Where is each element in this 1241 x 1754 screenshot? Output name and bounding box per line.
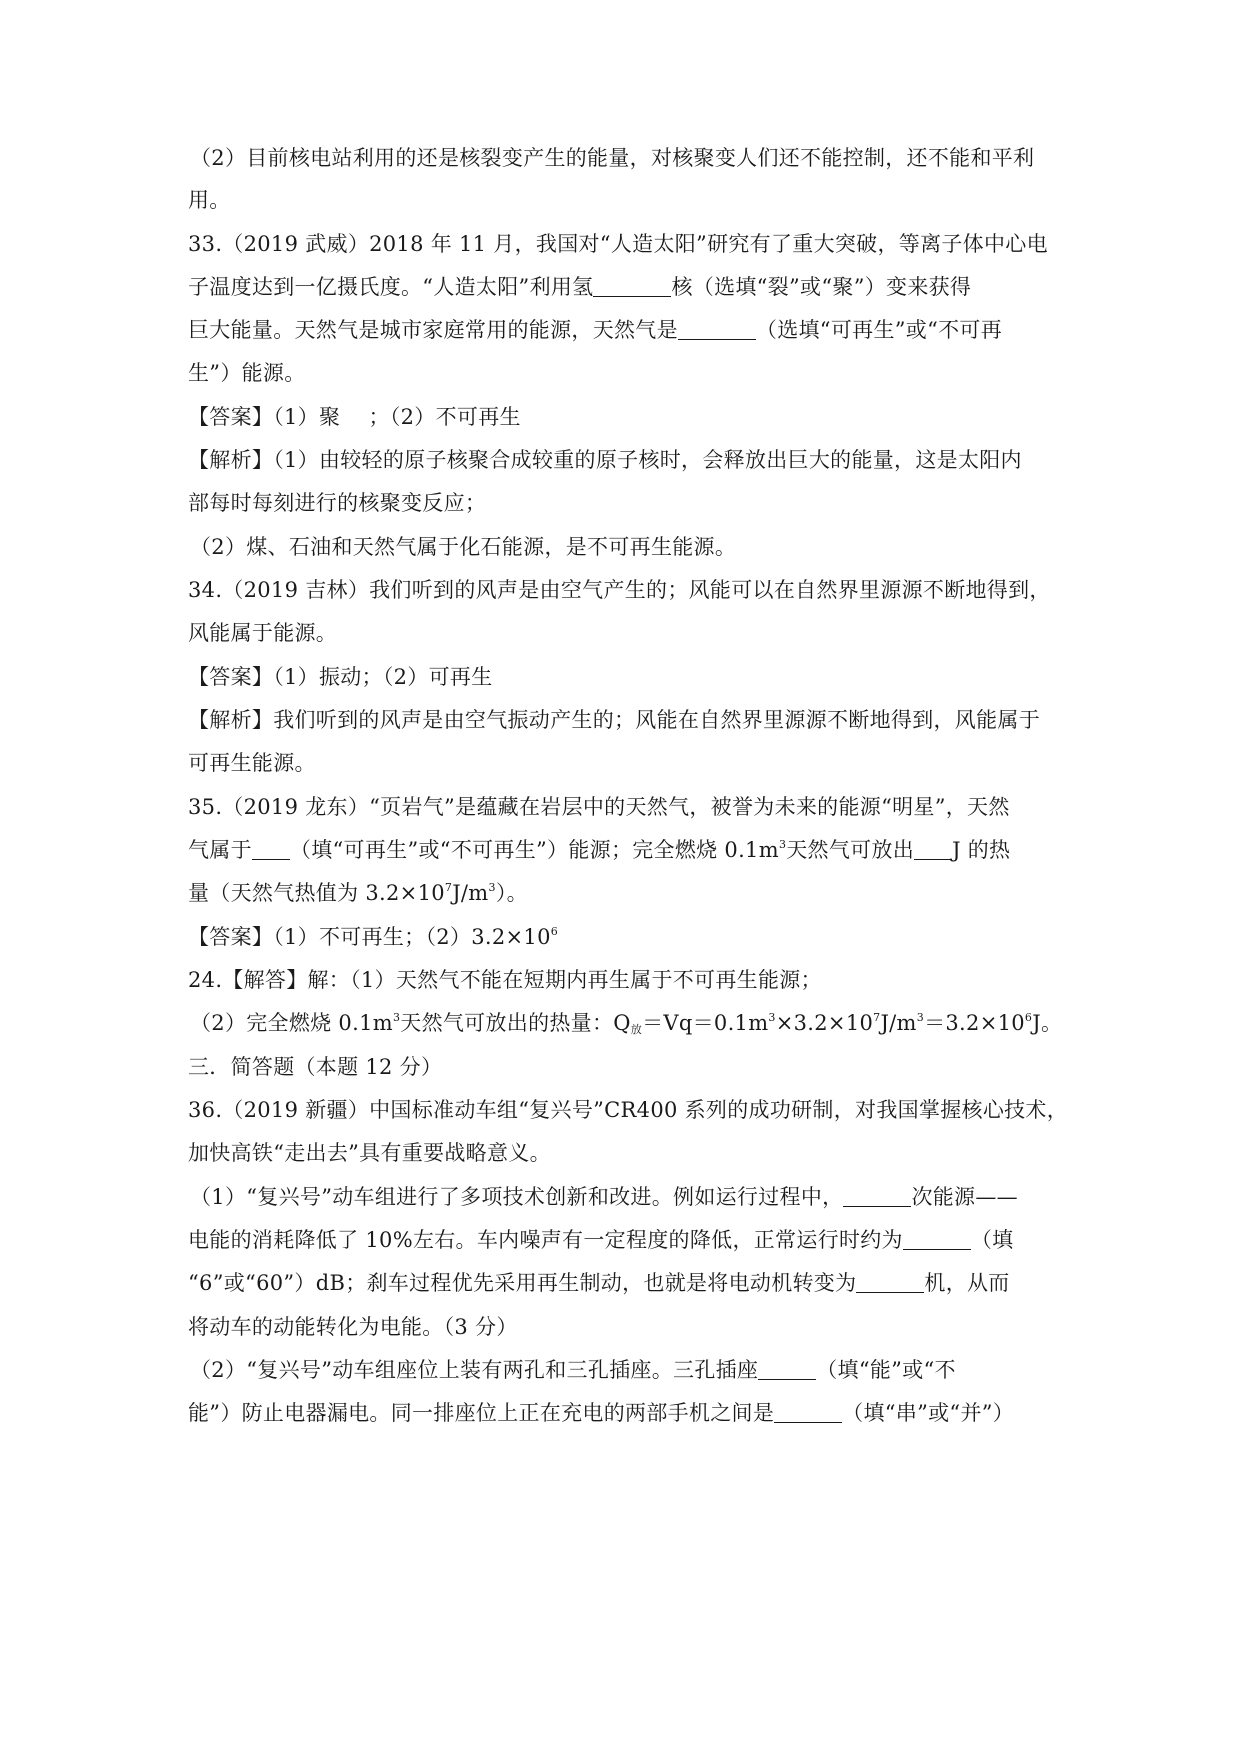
text-segment: （填“可再生”或“不可再生”）能源；完全燃烧 0.1m xyxy=(289,838,779,862)
answer-blank xyxy=(914,839,952,860)
text-line: 用。 xyxy=(188,188,231,212)
text-segment: J。 xyxy=(1032,1011,1063,1035)
superscript: 3 xyxy=(768,1011,776,1024)
superscript: 6 xyxy=(550,925,559,938)
question-36-line xyxy=(190,1356,956,1384)
superscript: 3 xyxy=(916,1011,925,1024)
explanation-33: （2）煤、石油和天然气属于化石能源，是不可再生能源。 xyxy=(190,535,737,559)
text-segment: J 的热 xyxy=(952,838,1011,862)
text-segment: “6”或“60”）dB；刹车过程优先采用再生制动，也就是将电动机转变为 xyxy=(188,1271,857,1295)
answer-blank xyxy=(252,839,290,860)
question-36-line: 将动车的动能转化为电能。（3 分） xyxy=(188,1315,518,1339)
question-36-line xyxy=(190,1183,1018,1211)
text-segment: （填 xyxy=(970,1228,1014,1252)
text-segment: 机，从而 xyxy=(924,1271,1010,1295)
text-segment: 气属于 xyxy=(188,838,252,862)
superscript: 6 xyxy=(1024,1011,1033,1024)
text-segment: ＝Vq＝0.1m xyxy=(642,1011,769,1035)
text-segment: 【答案】（1）不可再生；（2）3.2×10 xyxy=(188,925,551,949)
text-segment: 天然气可放出的热量：Q xyxy=(400,1011,631,1035)
superscript: 3 xyxy=(778,838,787,851)
answer-blank xyxy=(593,276,671,297)
question-33-line xyxy=(188,273,971,301)
section-heading: 三．简答题（本题 12 分） xyxy=(188,1055,443,1079)
superscript: 7 xyxy=(873,1011,881,1024)
answer-34: 【答案】（1）振动；（2）可再生 xyxy=(188,665,493,689)
question-34-line: 34.（2019 吉林）我们听到的风声是由空气产生的；风能可以在自然界里源源不断地得到， xyxy=(188,578,1051,602)
text-segment: 巨大能量。天然气是城市家庭常用的能源，天然气是 xyxy=(188,318,678,342)
superscript: 3 xyxy=(392,1011,401,1024)
question-35-line: 35.（2019 龙东）“页岩气”是蕴藏在岩层中的天然气，被誉为未来的能源“明星”，天然 xyxy=(188,795,1010,819)
text-segment: ＝3.2×10 xyxy=(924,1011,1025,1035)
answer-blank xyxy=(903,1229,971,1250)
question-33-line xyxy=(188,316,1002,344)
subscript: 放 xyxy=(630,1023,643,1036)
question-33-line: 生”）能源。 xyxy=(188,361,306,385)
answer-blank xyxy=(758,1359,816,1380)
text-segment: 电能的消耗降低了 10%左右。车内噪声有一定程度的降低，正常运行时约为 xyxy=(188,1228,903,1252)
question-35-line xyxy=(188,836,1010,864)
text-segment: （填“串”或“并”） xyxy=(842,1401,1015,1425)
text-segment: ×3.2×10 xyxy=(775,1011,874,1035)
superscript: 3 xyxy=(488,881,496,894)
explanation-34: 【解析】我们听到的风声是由空气振动产生的；风能在自然界里源源不断地得到，风能属于 xyxy=(188,708,1040,732)
answer-blank xyxy=(856,1272,924,1293)
text-segment: （1）“复兴号”动车组进行了多项技术创新和改进。例如运行过程中， xyxy=(190,1185,844,1209)
question-36-line: 36.（2019 新疆）中国标准动车组“复兴号”CR400 系列的成功研制，对我国掌握核心技术， xyxy=(188,1098,1069,1122)
text-segment: （2）完全燃烧 0.1m xyxy=(190,1011,393,1035)
text-segment: 子温度达到一亿摄氏度。“人造太阳”利用氢 xyxy=(188,275,594,299)
text-segment: （填“能”或“不 xyxy=(816,1358,956,1382)
text-segment: 核（选填“裂”或“聚”）变来获得 xyxy=(671,275,972,299)
text-segment: J/m xyxy=(880,1011,917,1035)
superscript: 7 xyxy=(444,881,453,894)
solution-24 xyxy=(190,1009,1062,1037)
question-34-line: 风能属于能源。 xyxy=(188,621,338,645)
text-segment: 天然气可放出 xyxy=(786,838,915,862)
answer-blank xyxy=(843,1186,911,1207)
text-segment: （选填“可再生”或“不可再 xyxy=(755,318,1003,342)
answer-blank xyxy=(774,1402,842,1423)
answer-33: 【答案】（1）聚 ；（2）不可再生 xyxy=(188,405,521,429)
question-36-line xyxy=(188,1399,1014,1427)
text-segment: 能”）防止电器漏电。同一排座位上正在充电的两部手机之间是 xyxy=(188,1401,775,1425)
explanation-33: 部每时每刻进行的核聚变反应； xyxy=(188,491,487,515)
text-segment: 次能源—— xyxy=(911,1185,1018,1209)
answer-35 xyxy=(188,923,558,951)
explanation-34: 可再生能源。 xyxy=(188,751,316,775)
solution-24: 24.【解答】解：（1）天然气不能在短期内再生属于不可再生能源； xyxy=(188,968,822,992)
question-35-line xyxy=(188,879,528,907)
question-36-line: 加快高铁“走出去”具有重要战略意义。 xyxy=(188,1141,551,1165)
text-line: （2）目前核电站利用的还是核裂变产生的能量，对核聚变人们还不能控制，还不能和平利 xyxy=(190,146,1035,170)
explanation-33: 【解析】（1）由较轻的原子核聚合成较重的原子核时，会释放出巨大的能量，这是太阳内 xyxy=(188,448,1022,472)
question-36-line xyxy=(188,1226,1013,1254)
text-segment: （2）“复兴号”动车组座位上装有两孔和三孔插座。三孔插座 xyxy=(190,1358,759,1382)
answer-blank xyxy=(678,319,756,340)
text-segment: ）。 xyxy=(495,881,528,905)
text-segment: J/m xyxy=(452,881,489,905)
question-33-line: 33.（2019 武威）2018 年 11 月，我国对“人造太阳”研究有了重大突破，等离子体中心电 xyxy=(188,232,1048,256)
text-segment: 量（天然气热值为 3.2×10 xyxy=(188,881,445,905)
question-36-line xyxy=(188,1269,1010,1297)
